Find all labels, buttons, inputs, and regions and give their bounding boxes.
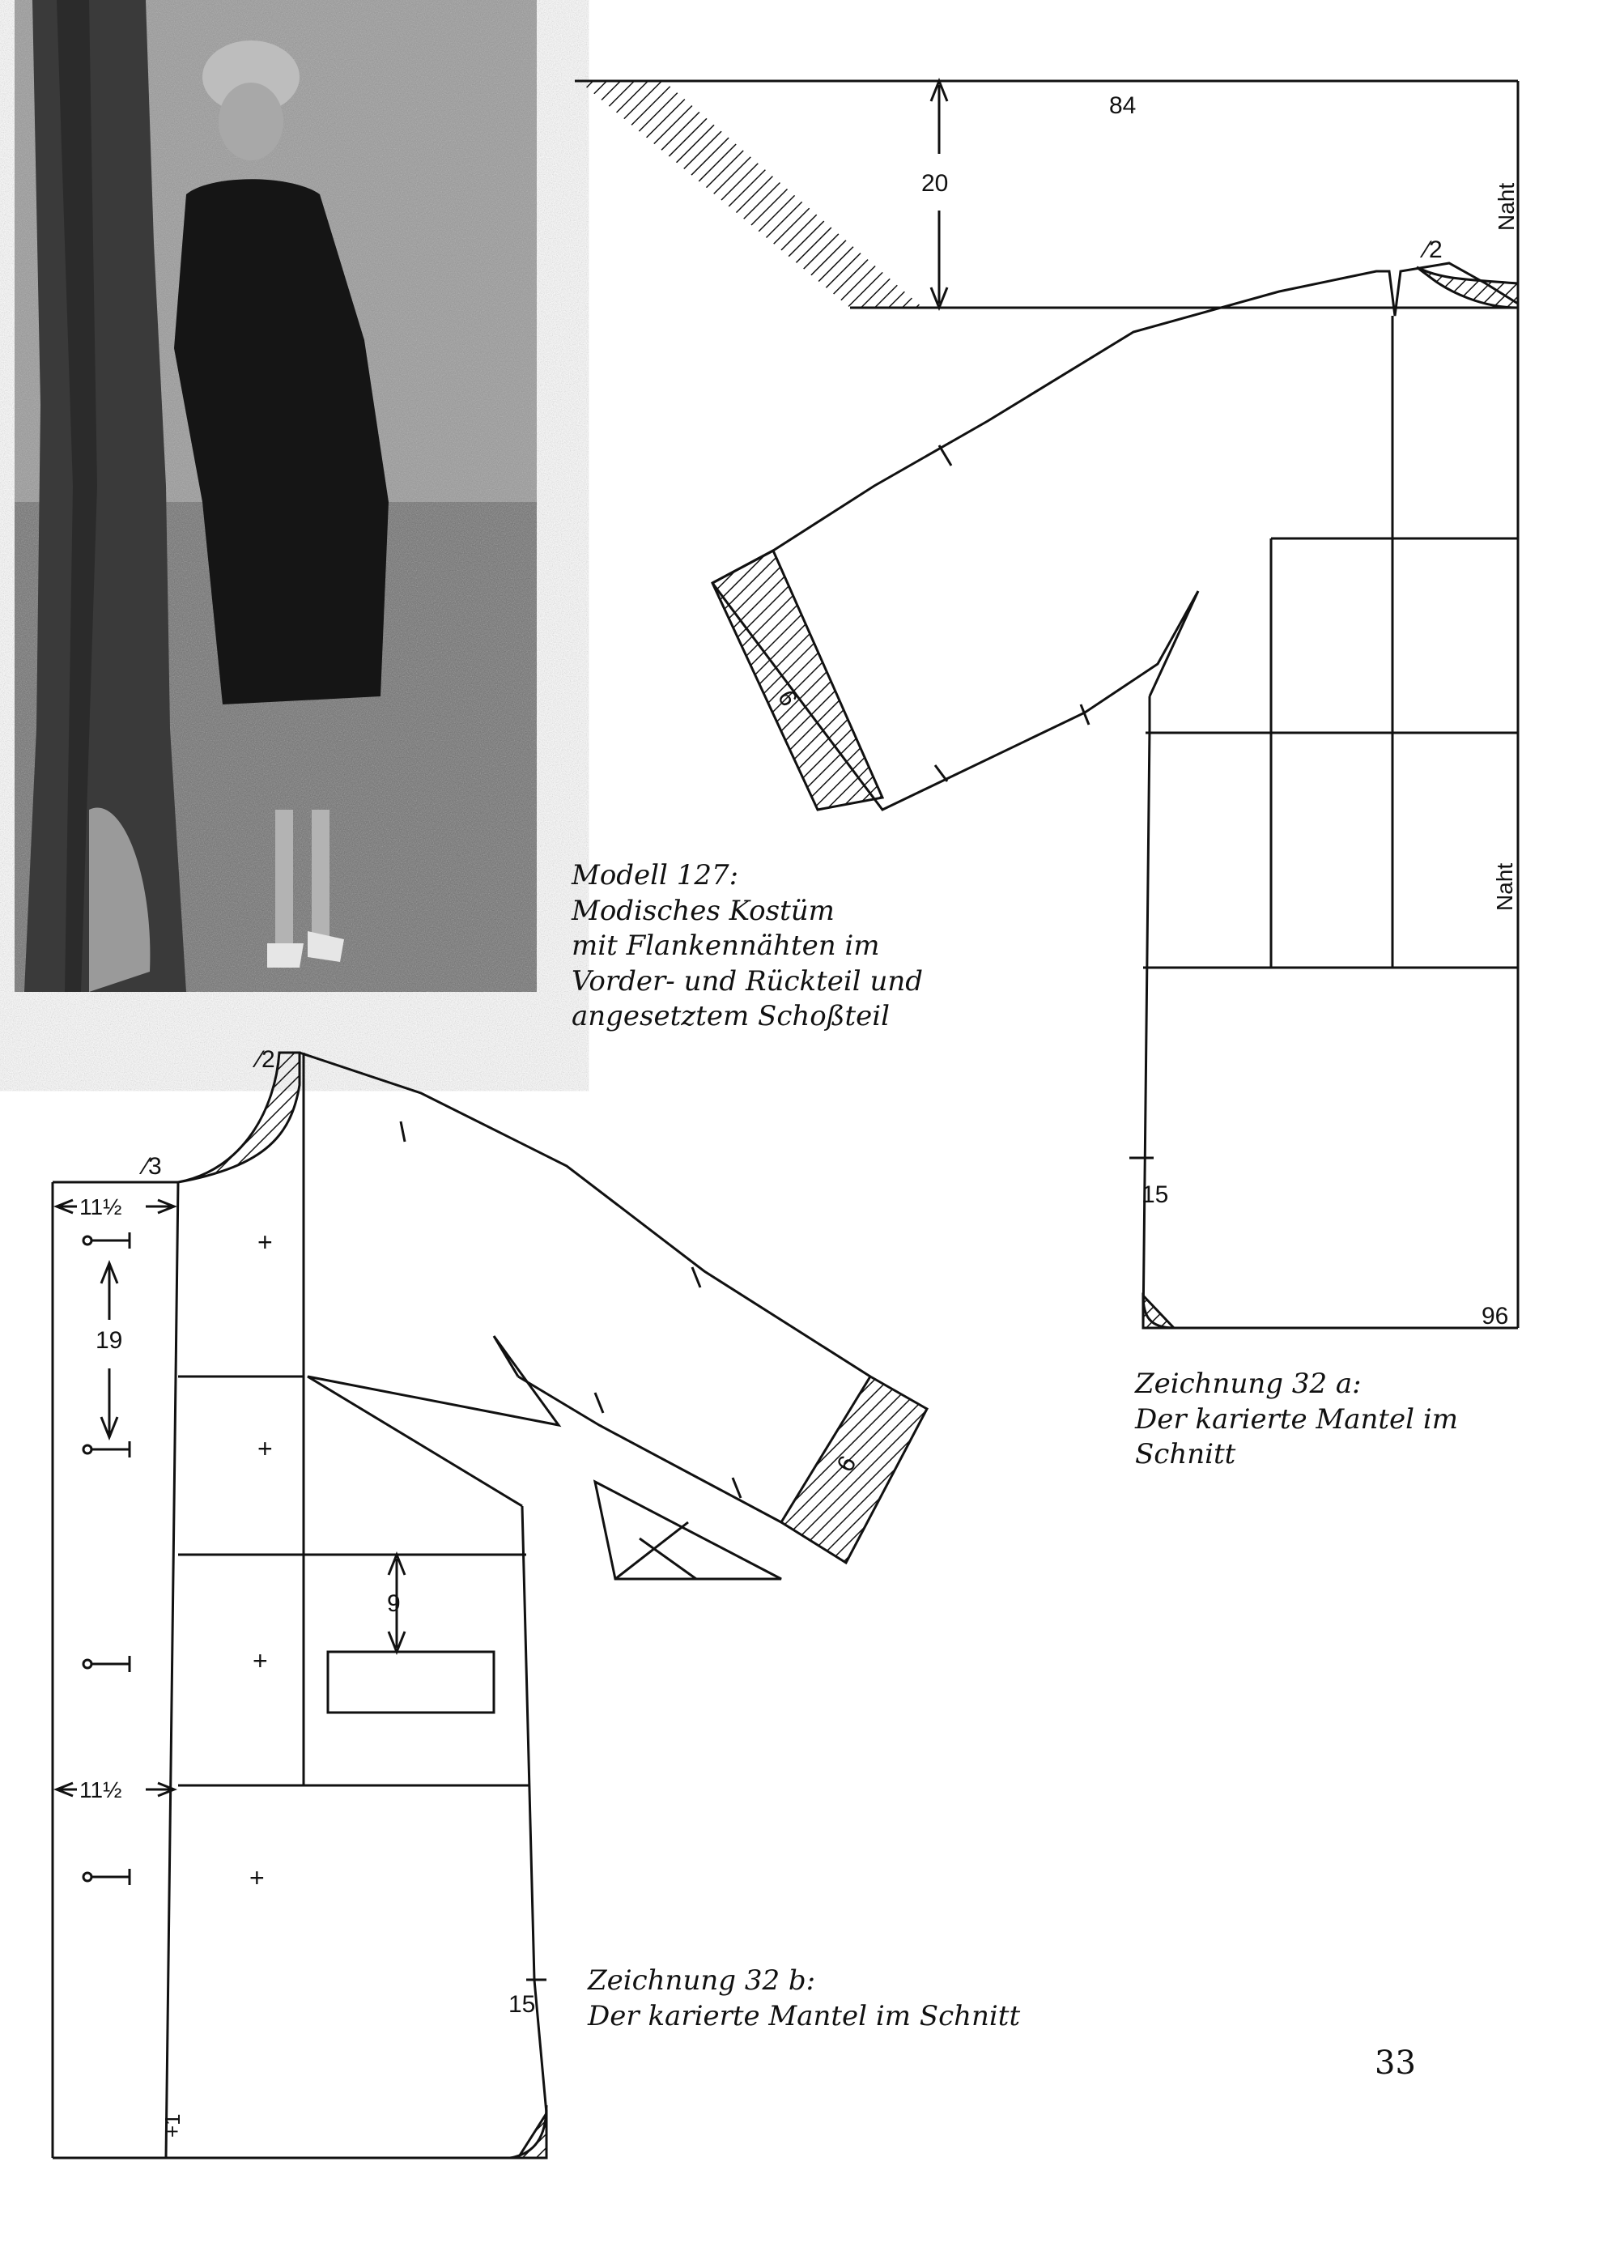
page-number: 33 — [1375, 2045, 1416, 2082]
buttonhole-4 — [83, 1873, 91, 1881]
caption-32a-line-2: Schnitt — [1135, 1438, 1236, 1471]
caption-model-line-1: Modisches Kostüm — [572, 894, 835, 927]
caption-32a-title: Zeichnung 32 a: — [1135, 1368, 1362, 1400]
front-band-bottom: 11½ — [79, 1777, 122, 1802]
bottom-width-96: 96 — [1482, 1303, 1509, 1330]
buttonhole-3 — [83, 1660, 91, 1668]
svg-text:+: + — [253, 1646, 268, 1675]
collar-label-b: ⁄3 — [144, 1153, 162, 1180]
dimension-84: 84 — [1109, 92, 1137, 119]
neck-label-a: ⁄2 — [1425, 236, 1443, 263]
bottom-mark-b: +1 — [160, 2113, 185, 2138]
caption-model-line-2: mit Flankennähten im — [572, 930, 880, 963]
svg-text:+: + — [257, 1434, 273, 1463]
buttonhole-2 — [83, 1445, 91, 1453]
cuff-label-b: 6 — [831, 1451, 862, 1477]
caption-32a-line-1: Der karierte Mantel im — [1135, 1402, 1458, 1436]
seam-label-mid: Naht — [1492, 862, 1517, 911]
seam-label-top: Naht — [1494, 182, 1519, 231]
pocket-offset-9: 9 — [387, 1590, 401, 1617]
caption-32b-title: Zeichnung 32 b: — [588, 1964, 816, 1997]
dimension-20: 20 — [921, 170, 949, 197]
button-spacing-19: 19 — [96, 1327, 123, 1354]
buttonhole-1 — [83, 1236, 91, 1245]
caption-32a — [1135, 1367, 1458, 1473]
caption-32b — [588, 1964, 1020, 2034]
svg-text:+: + — [249, 1863, 265, 1892]
grain-cross-marks — [249, 1228, 273, 1892]
svg-text:+: + — [257, 1228, 273, 1257]
caption-model-line-3: Vorder- und Rückteil und — [572, 964, 923, 998]
caption-model-title: Modell 127: — [572, 859, 739, 891]
front-band-top: 11½ — [79, 1194, 122, 1219]
cuff-label-a: 6 — [772, 686, 802, 711]
hem-mark-a: 15 — [1141, 1181, 1169, 1208]
neck-label-b: ⁄2 — [257, 1046, 275, 1073]
photo-model-127 — [15, 0, 537, 992]
caption-model-127 — [572, 858, 923, 1035]
caption-model-line-4: angesetztem Schoßteil — [572, 1000, 890, 1033]
hem-mark-b: 15 — [508, 1991, 536, 2018]
caption-32b-line-1: Der karierte Mantel im Schnitt — [588, 1999, 1021, 2032]
pattern-32a — [575, 81, 1518, 1328]
